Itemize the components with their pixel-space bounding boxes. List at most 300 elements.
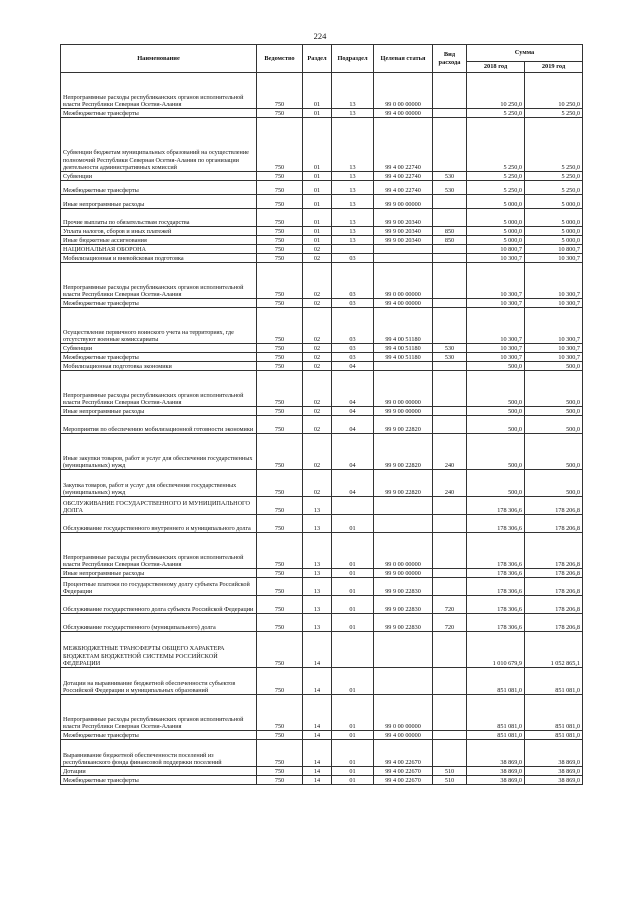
- cell-target-article: [374, 362, 433, 371]
- cell-target-article: 99 9 00 22820: [374, 416, 433, 434]
- header-name: Наименование: [61, 45, 257, 73]
- cell-department: 750: [257, 416, 303, 434]
- cell-department: 750: [257, 668, 303, 695]
- cell-target-article: 99 4 00 00000: [374, 731, 433, 740]
- cell-subsection: 03: [332, 254, 374, 263]
- cell-sum-2018: 178 306,6: [467, 515, 525, 533]
- cell-sum-2018: 10 800,7: [467, 245, 525, 254]
- cell-name: Межбюджетные трансферты: [61, 109, 257, 118]
- cell-name: Иные непрограммные расходы: [61, 569, 257, 578]
- cell-sum-2018: 5 250,0: [467, 118, 525, 172]
- cell-name: Непрограммные расходы республиканских органов исполнительной власти Республики Северная Осетия-Алания: [61, 695, 257, 731]
- table-row: [61, 596, 583, 614]
- cell-name: ОБСЛУЖИВАНИЕ ГОСУДАРСТВЕННОГО И МУНИЦИПАЛЬНОГО ДОЛГА: [61, 497, 257, 515]
- cell-department: 750: [257, 371, 303, 407]
- cell-sum-2018: 178 306,6: [467, 533, 525, 569]
- cell-section: 13: [303, 569, 332, 578]
- table-row: [61, 109, 583, 118]
- table-row: [61, 181, 583, 195]
- cell-subsection: 04: [332, 362, 374, 371]
- cell-expense-type: [433, 668, 467, 695]
- cell-sum-2018: 851 081,0: [467, 668, 525, 695]
- cell-name: Дотации: [61, 767, 257, 776]
- cell-expense-type: [433, 308, 467, 344]
- cell-sum-2018: 178 306,6: [467, 578, 525, 596]
- header-section: Раздел: [303, 45, 332, 73]
- table-row: [61, 632, 583, 668]
- cell-expense-type: [433, 245, 467, 254]
- cell-subsection: 01: [332, 740, 374, 767]
- cell-section: 01: [303, 181, 332, 195]
- cell-expense-type: [433, 73, 467, 109]
- cell-expense-type: [433, 533, 467, 569]
- cell-name: Закупка товаров, работ и услуг для обеспечения государственных (муниципальных) нужд: [61, 470, 257, 497]
- cell-target-article: 99 0 00 00000: [374, 533, 433, 569]
- cell-sum-2019: 178 206,8: [525, 497, 583, 515]
- cell-expense-type: [433, 497, 467, 515]
- cell-sum-2019: 1 052 865,1: [525, 632, 583, 668]
- table-row: [61, 533, 583, 569]
- table-row: [61, 195, 583, 209]
- cell-subsection: 01: [332, 767, 374, 776]
- cell-name: Мобилизационная подготовка экономики: [61, 362, 257, 371]
- cell-department: 750: [257, 195, 303, 209]
- cell-expense-type: 240: [433, 470, 467, 497]
- cell-name: Обслуживание государственного внутреннего и муниципального долга: [61, 515, 257, 533]
- cell-expense-type: [433, 632, 467, 668]
- cell-target-article: 99 9 00 00000: [374, 195, 433, 209]
- cell-department: 750: [257, 118, 303, 172]
- cell-sum-2019: 38 869,0: [525, 776, 583, 785]
- table-row: [61, 245, 583, 254]
- cell-department: 750: [257, 344, 303, 353]
- cell-expense-type: [433, 299, 467, 308]
- cell-section: 02: [303, 353, 332, 362]
- cell-name: Иные бюджетные ассигнования: [61, 236, 257, 245]
- table-row: [61, 434, 583, 470]
- cell-target-article: 99 9 00 20340: [374, 209, 433, 227]
- cell-name: Иные непрограммные расходы: [61, 195, 257, 209]
- cell-sum-2018: 178 306,6: [467, 497, 525, 515]
- cell-target-article: 99 9 00 20340: [374, 227, 433, 236]
- cell-section: 14: [303, 668, 332, 695]
- cell-name: Мероприятия по обеспечению мобилизационной готовности экономики: [61, 416, 257, 434]
- cell-sum-2019: 500,0: [525, 416, 583, 434]
- cell-subsection: 01: [332, 695, 374, 731]
- table-row: [61, 344, 583, 353]
- cell-name: Обслуживание государственного долга субъекта Российской Федерации: [61, 596, 257, 614]
- cell-section: 13: [303, 578, 332, 596]
- cell-target-article: [374, 668, 433, 695]
- cell-expense-type: [433, 731, 467, 740]
- cell-section: 13: [303, 614, 332, 632]
- cell-name: Иные закупки товаров, работ и услуг для обеспечения государственных (муниципальных) нужд: [61, 434, 257, 470]
- cell-target-article: 99 0 00 00000: [374, 263, 433, 299]
- cell-department: 750: [257, 695, 303, 731]
- cell-sum-2019: 10 300,7: [525, 254, 583, 263]
- cell-subsection: 03: [332, 308, 374, 344]
- cell-sum-2018: 10 300,7: [467, 254, 525, 263]
- cell-target-article: 99 4 00 00000: [374, 299, 433, 308]
- cell-subsection: [332, 245, 374, 254]
- cell-target-article: 99 4 00 51180: [374, 308, 433, 344]
- cell-expense-type: [433, 195, 467, 209]
- cell-name: Дотации на выравнивание бюджетной обеспеченности субъектов Российской Федерации и муниципальных образований: [61, 668, 257, 695]
- cell-sum-2019: 5 000,0: [525, 236, 583, 245]
- cell-sum-2018: 5 000,0: [467, 227, 525, 236]
- cell-name: Межбюджетные трансферты: [61, 731, 257, 740]
- cell-expense-type: 530: [433, 172, 467, 181]
- cell-subsection: 01: [332, 596, 374, 614]
- table-row: [61, 695, 583, 731]
- cell-sum-2019: 10 300,7: [525, 299, 583, 308]
- cell-section: 01: [303, 236, 332, 245]
- cell-subsection: 01: [332, 515, 374, 533]
- cell-subsection: 04: [332, 371, 374, 407]
- cell-target-article: [374, 632, 433, 668]
- cell-expense-type: 510: [433, 767, 467, 776]
- cell-subsection: 01: [332, 668, 374, 695]
- cell-sum-2019: 178 206,8: [525, 614, 583, 632]
- cell-subsection: 13: [332, 209, 374, 227]
- cell-sum-2018: 5 250,0: [467, 172, 525, 181]
- cell-target-article: 99 4 00 51180: [374, 353, 433, 362]
- cell-name: Обслуживание государственного (муниципального) долга: [61, 614, 257, 632]
- table-row: [61, 497, 583, 515]
- header-target-article: Целевая статья: [374, 45, 433, 73]
- cell-sum-2019: 5 250,0: [525, 181, 583, 195]
- cell-target-article: [374, 254, 433, 263]
- cell-target-article: 99 9 00 22830: [374, 596, 433, 614]
- cell-section: 13: [303, 515, 332, 533]
- cell-department: 750: [257, 434, 303, 470]
- cell-name: Непрограммные расходы республиканских органов исполнительной власти Республики Северная Осетия-Алания: [61, 533, 257, 569]
- cell-target-article: 99 9 00 22830: [374, 614, 433, 632]
- cell-subsection: 04: [332, 470, 374, 497]
- cell-target-article: 99 4 00 22670: [374, 776, 433, 785]
- cell-expense-type: 530: [433, 181, 467, 195]
- cell-sum-2018: 38 869,0: [467, 767, 525, 776]
- cell-target-article: 99 4 00 51180: [374, 344, 433, 353]
- cell-subsection: 13: [332, 181, 374, 195]
- cell-department: 750: [257, 209, 303, 227]
- cell-expense-type: 720: [433, 614, 467, 632]
- table-row: [61, 299, 583, 308]
- cell-subsection: 13: [332, 109, 374, 118]
- cell-section: 01: [303, 209, 332, 227]
- cell-expense-type: 530: [433, 353, 467, 362]
- cell-section: 02: [303, 362, 332, 371]
- cell-sum-2019: 10 800,7: [525, 245, 583, 254]
- cell-name: Процентные платежи по государственному долгу субъекта Российской Федерации: [61, 578, 257, 596]
- cell-expense-type: [433, 209, 467, 227]
- cell-department: 750: [257, 353, 303, 362]
- cell-section: 13: [303, 497, 332, 515]
- table-row: [61, 209, 583, 227]
- cell-department: 750: [257, 172, 303, 181]
- table-row: [61, 740, 583, 767]
- cell-sum-2019: 10 250,0: [525, 73, 583, 109]
- cell-target-article: 99 9 00 22830: [374, 578, 433, 596]
- table-row: [61, 118, 583, 172]
- cell-sum-2018: 10 300,7: [467, 344, 525, 353]
- cell-department: 750: [257, 181, 303, 195]
- cell-department: 750: [257, 470, 303, 497]
- cell-department: 750: [257, 236, 303, 245]
- cell-name: Непрограммные расходы республиканских органов исполнительной власти Республики Северная Осетия-Алания: [61, 73, 257, 109]
- table-row: [61, 668, 583, 695]
- cell-expense-type: 240: [433, 434, 467, 470]
- cell-section: 02: [303, 416, 332, 434]
- cell-name: Непрограммные расходы республиканских органов исполнительной власти Республики Северная Осетия-Алания: [61, 263, 257, 299]
- budget-table: [60, 44, 583, 785]
- cell-sum-2019: 5 250,0: [525, 172, 583, 181]
- cell-sum-2018: 851 081,0: [467, 731, 525, 740]
- cell-sum-2019: 851 081,0: [525, 695, 583, 731]
- cell-subsection: 01: [332, 614, 374, 632]
- cell-department: 750: [257, 632, 303, 668]
- cell-subsection: 04: [332, 434, 374, 470]
- cell-sum-2018: 10 300,7: [467, 299, 525, 308]
- cell-sum-2018: 1 010 679,9: [467, 632, 525, 668]
- cell-department: 750: [257, 578, 303, 596]
- cell-section: 02: [303, 371, 332, 407]
- cell-department: 750: [257, 109, 303, 118]
- cell-section: 01: [303, 109, 332, 118]
- cell-name: Уплата налогов, сборов и иных платежей: [61, 227, 257, 236]
- table-row: [61, 172, 583, 181]
- cell-department: 750: [257, 740, 303, 767]
- cell-sum-2018: 500,0: [467, 362, 525, 371]
- cell-subsection: 01: [332, 731, 374, 740]
- page-number: 224: [313, 31, 327, 41]
- cell-sum-2019: 10 300,7: [525, 353, 583, 362]
- cell-department: 750: [257, 263, 303, 299]
- cell-subsection: 13: [332, 195, 374, 209]
- cell-target-article: 99 4 00 22740: [374, 118, 433, 172]
- cell-name: Субвенции: [61, 344, 257, 353]
- cell-sum-2018: 38 869,0: [467, 776, 525, 785]
- cell-section: 14: [303, 740, 332, 767]
- cell-sum-2019: 5 000,0: [525, 195, 583, 209]
- cell-expense-type: [433, 569, 467, 578]
- cell-sum-2018: 38 869,0: [467, 740, 525, 767]
- cell-expense-type: [433, 578, 467, 596]
- table-row: [61, 416, 583, 434]
- table-row: [61, 731, 583, 740]
- cell-expense-type: [433, 362, 467, 371]
- cell-subsection: 01: [332, 776, 374, 785]
- cell-sum-2019: 5 250,0: [525, 109, 583, 118]
- table-row: [61, 569, 583, 578]
- table-row: [61, 371, 583, 407]
- cell-sum-2018: 10 250,0: [467, 73, 525, 109]
- cell-sum-2019: 178 206,8: [525, 578, 583, 596]
- cell-department: 750: [257, 767, 303, 776]
- cell-target-article: 99 0 00 00000: [374, 695, 433, 731]
- cell-subsection: 13: [332, 118, 374, 172]
- table-row: [61, 362, 583, 371]
- table-row: [61, 407, 583, 416]
- cell-target-article: 99 4 00 22670: [374, 767, 433, 776]
- cell-section: 01: [303, 195, 332, 209]
- table-row: [61, 308, 583, 344]
- table-row: [61, 73, 583, 109]
- cell-sum-2019: 500,0: [525, 470, 583, 497]
- cell-expense-type: 720: [433, 596, 467, 614]
- cell-department: 750: [257, 308, 303, 344]
- cell-name: Иные непрограммные расходы: [61, 407, 257, 416]
- cell-expense-type: [433, 416, 467, 434]
- cell-subsection: 13: [332, 73, 374, 109]
- cell-department: 750: [257, 245, 303, 254]
- cell-section: 02: [303, 434, 332, 470]
- header-year-2019: 2019 год: [525, 62, 583, 73]
- cell-department: 750: [257, 299, 303, 308]
- header-expense-type: Вид расхода: [433, 45, 467, 73]
- table-row: [61, 263, 583, 299]
- cell-name: Межбюджетные трансферты: [61, 776, 257, 785]
- cell-name: Осуществление первичного воинского учета на территориях, где отсутствуют военные комиссариаты: [61, 308, 257, 344]
- cell-name: НАЦИОНАЛЬНАЯ ОБОРОНА: [61, 245, 257, 254]
- cell-target-article: [374, 245, 433, 254]
- cell-target-article: [374, 515, 433, 533]
- table-row: [61, 353, 583, 362]
- cell-sum-2019: 10 300,7: [525, 308, 583, 344]
- cell-target-article: 99 0 00 00000: [374, 371, 433, 407]
- cell-sum-2018: 5 250,0: [467, 181, 525, 195]
- cell-expense-type: [433, 371, 467, 407]
- cell-expense-type: 510: [433, 776, 467, 785]
- cell-section: 01: [303, 172, 332, 181]
- cell-subsection: 01: [332, 578, 374, 596]
- cell-department: 750: [257, 407, 303, 416]
- cell-section: 14: [303, 695, 332, 731]
- cell-subsection: [332, 632, 374, 668]
- cell-sum-2018: 5 000,0: [467, 209, 525, 227]
- cell-section: 01: [303, 118, 332, 172]
- table-row: [61, 614, 583, 632]
- cell-department: 750: [257, 73, 303, 109]
- cell-section: 02: [303, 344, 332, 353]
- cell-section: 13: [303, 533, 332, 569]
- cell-sum-2018: 5 250,0: [467, 109, 525, 118]
- cell-sum-2018: 500,0: [467, 434, 525, 470]
- cell-subsection: 04: [332, 407, 374, 416]
- cell-section: 02: [303, 308, 332, 344]
- cell-department: 750: [257, 596, 303, 614]
- cell-subsection: 03: [332, 299, 374, 308]
- cell-sum-2019: 500,0: [525, 371, 583, 407]
- table-row: [61, 470, 583, 497]
- cell-subsection: 01: [332, 533, 374, 569]
- cell-department: 750: [257, 533, 303, 569]
- table-row: [61, 776, 583, 785]
- cell-section: 02: [303, 470, 332, 497]
- cell-name: Непрограммные расходы республиканских органов исполнительной власти Республики Северная Осетия-Алания: [61, 371, 257, 407]
- cell-sum-2018: 178 306,6: [467, 569, 525, 578]
- cell-name: Межбюджетные трансферты: [61, 181, 257, 195]
- cell-sum-2019: 851 081,0: [525, 731, 583, 740]
- cell-expense-type: [433, 254, 467, 263]
- cell-expense-type: [433, 740, 467, 767]
- cell-department: 750: [257, 731, 303, 740]
- cell-sum-2018: 10 300,7: [467, 308, 525, 344]
- header-sum: Сумма: [467, 45, 583, 62]
- cell-subsection: 04: [332, 416, 374, 434]
- cell-target-article: [374, 497, 433, 515]
- cell-sum-2018: 500,0: [467, 470, 525, 497]
- table-row: [61, 236, 583, 245]
- cell-section: 01: [303, 73, 332, 109]
- cell-sum-2018: 851 081,0: [467, 695, 525, 731]
- cell-subsection: 13: [332, 172, 374, 181]
- cell-section: 02: [303, 407, 332, 416]
- table-row: [61, 254, 583, 263]
- header-subsection: Подраздел: [332, 45, 374, 73]
- cell-sum-2019: 178 206,8: [525, 596, 583, 614]
- cell-subsection: 01: [332, 569, 374, 578]
- cell-expense-type: 530: [433, 344, 467, 353]
- cell-target-article: 99 9 00 20340: [374, 236, 433, 245]
- cell-expense-type: 850: [433, 236, 467, 245]
- cell-target-article: 99 4 00 00000: [374, 109, 433, 118]
- cell-sum-2018: 500,0: [467, 416, 525, 434]
- table-header-row: [61, 45, 583, 62]
- cell-expense-type: [433, 109, 467, 118]
- cell-sum-2019: 5 250,0: [525, 118, 583, 172]
- cell-sum-2019: 500,0: [525, 362, 583, 371]
- table-row: [61, 578, 583, 596]
- cell-sum-2019: 178 206,8: [525, 569, 583, 578]
- cell-section: 13: [303, 596, 332, 614]
- cell-section: 02: [303, 299, 332, 308]
- header-year-2018: 2018 год: [467, 62, 525, 73]
- cell-target-article: 99 0 00 00000: [374, 73, 433, 109]
- cell-department: 750: [257, 497, 303, 515]
- cell-department: 750: [257, 569, 303, 578]
- header-department: Ведомство: [257, 45, 303, 73]
- cell-section: 14: [303, 731, 332, 740]
- cell-department: 750: [257, 515, 303, 533]
- cell-name: Межбюджетные трансферты: [61, 353, 257, 362]
- cell-department: 750: [257, 362, 303, 371]
- cell-expense-type: [433, 695, 467, 731]
- cell-section: 01: [303, 227, 332, 236]
- cell-target-article: 99 4 00 22740: [374, 181, 433, 195]
- cell-sum-2018: 10 300,7: [467, 353, 525, 362]
- cell-sum-2019: 178 206,8: [525, 515, 583, 533]
- cell-name: Мобилизационная и вневойсковая подготовка: [61, 254, 257, 263]
- table-body: [61, 73, 583, 785]
- cell-section: 14: [303, 776, 332, 785]
- cell-name: Межбюджетные трансферты: [61, 299, 257, 308]
- cell-expense-type: [433, 263, 467, 299]
- cell-section: 14: [303, 767, 332, 776]
- table-row: [61, 515, 583, 533]
- cell-subsection: 13: [332, 236, 374, 245]
- cell-section: 02: [303, 245, 332, 254]
- cell-subsection: [332, 497, 374, 515]
- table-row: [61, 227, 583, 236]
- cell-subsection: 03: [332, 263, 374, 299]
- cell-name: Субвенции бюджетам муниципальных образований на осуществление полномочий Республики Северная Осетия-Алания по организации деятельности административных комиссий: [61, 118, 257, 172]
- cell-sum-2019: 10 300,7: [525, 263, 583, 299]
- cell-target-article: 99 9 00 22820: [374, 434, 433, 470]
- cell-section: 14: [303, 632, 332, 668]
- cell-expense-type: [433, 407, 467, 416]
- cell-sum-2018: 5 000,0: [467, 195, 525, 209]
